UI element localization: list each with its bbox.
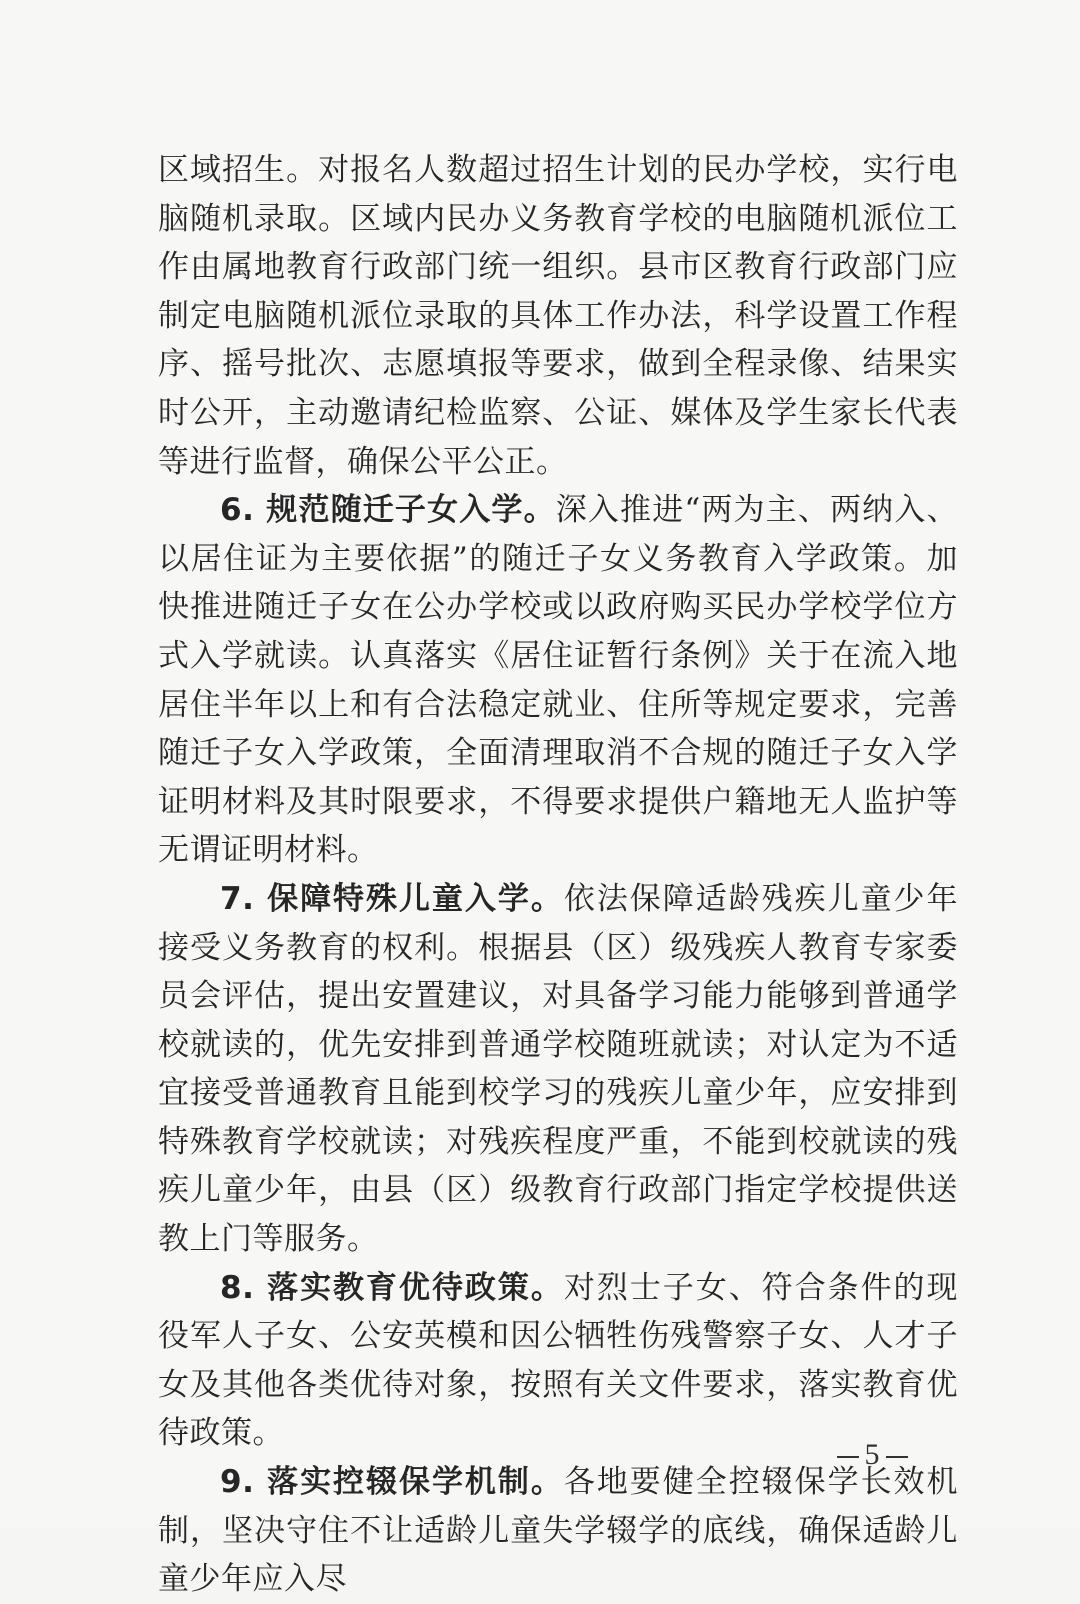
paragraph-text: 依法保障适龄残疾儿童少年接受义务教育的权利。根据县（区）级残疾人教育专家委员会评估，提出安置建议，对具备学习能力能够到普通学校就读的，优先安排到普通学校随班就读；对认定为不适宜接受普通教育且能到校学习的残疾儿童少年，应安排到特殊教育学校就读；对残疾程度严重，不能到校就读的残疾儿童少年，由县（区）级教育行政部门指定学校提供送教上门等服务。: [158, 880, 959, 1258]
paragraph-heading: 7. 保障特殊儿童入学。: [220, 880, 564, 917]
paragraph-heading: 6. 规范随迁子女入学。: [220, 492, 556, 529]
paragraph-heading: 8. 落实教育优待政策。: [220, 1269, 564, 1306]
page-number-dash-right: [886, 1456, 908, 1458]
paragraph-continuation: [158, 146, 958, 486]
page-number-value: 5: [864, 1438, 880, 1471]
document-body: [158, 146, 958, 1604]
paragraph-item-6: [158, 486, 958, 875]
paragraph-text: 区域招生。对报名人数超过招生计划的民办学校，实行电脑随机录取。区域内民办义务教育学校的电脑随机派位工作由属地教育行政部门统一组织。县市区教育行政部门应制定电脑随机派位录取的具体工作办法，科学设置工作程序、摇号批次、志愿填报等要求，做到全程录像、结果实时公开，主动邀请纪检监察、公证、媒体及学生家长代表等进行监督，确保公平公正。: [158, 152, 958, 480]
page-number-dash-left: [837, 1456, 859, 1458]
paragraph-item-7: [158, 875, 958, 1264]
paragraph-heading: 9. 落实控辍保学机制。: [220, 1464, 564, 1501]
paragraph-item-9: [158, 1458, 958, 1604]
page-number: [822, 1438, 922, 1472]
paragraph-text: 深入推进“两为主、两纳入、以居住证为主要依据”的随迁子女义务教育入学政策。加快推进随迁子女在公办学校或以政府购买民办学校学位方式入学就读。认真落实《居住证暂行条例》关于在流入地居住半年以上和有合法稳定就业、住所等规定要求，完善随迁子女入学政策，全面清理取消不合规的随迁子女入学证明材料及其时限要求，不得要求提供户籍地无人监护等无谓证明材料。: [158, 492, 958, 869]
paragraph-text: 各地要健全控辍保学长效机制，坚决守住不让适龄儿童失学辍学的底线，确保适龄儿童少年应入尽: [158, 1464, 959, 1598]
paragraph-text: 对烈士子女、符合条件的现役军人子女、公安英模和因公牺牲伤残警察子女、人才子女及其他各类优待对象，按照有关文件要求，落实教育优待政策。: [158, 1269, 959, 1452]
paragraph-item-8: [158, 1264, 958, 1458]
